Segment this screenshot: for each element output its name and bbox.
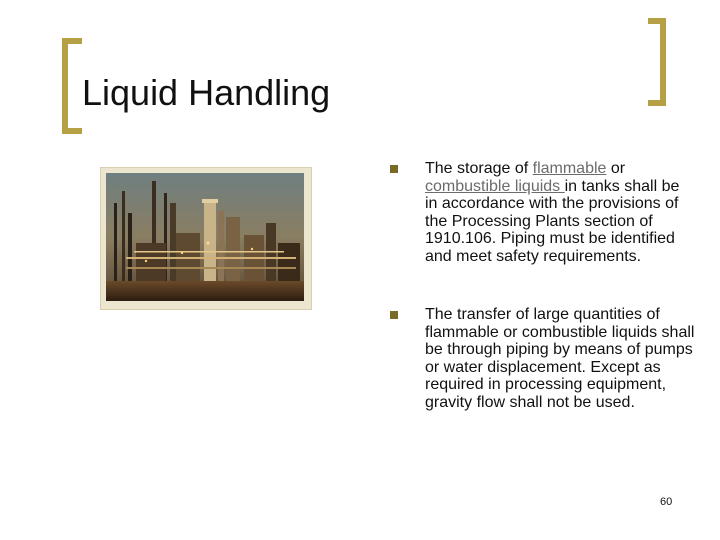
refinery-photo-frame: [100, 167, 312, 310]
bullet-text-before: The storage of: [425, 160, 533, 177]
refinery-photo: [106, 173, 304, 301]
bullet-text-after: in tanks shall be in accordance with the provisions of the Processing Plants section of 1910.106. Piping must be identified and meet safety requirements.: [425, 177, 680, 265]
square-bullet-icon: [390, 165, 398, 173]
right-bracket-bottom: [648, 100, 666, 106]
right-bracket-vertical: [660, 18, 666, 106]
bullet-text: The transfer of large quantities of flammable or combustible liquids shall be through piping by means of pumps or water displacement. Except as required in processing equipment, gravity flow shall not be used.: [425, 306, 695, 411]
slide-title: Liquid Handling: [82, 72, 331, 113]
bullet-text: [425, 160, 695, 265]
flammable-link[interactable]: flammable: [532, 160, 607, 177]
left-bracket-vertical: [62, 38, 68, 134]
combustible-liquids-link[interactable]: combustible liquids: [425, 177, 565, 195]
square-bullet-icon: [390, 311, 398, 319]
left-bracket-bottom: [62, 128, 82, 134]
left-bracket-top: [62, 38, 82, 44]
page-number: 60: [660, 496, 673, 508]
bullet-text-middle: or: [606, 160, 626, 177]
right-bracket-top: [648, 18, 666, 24]
